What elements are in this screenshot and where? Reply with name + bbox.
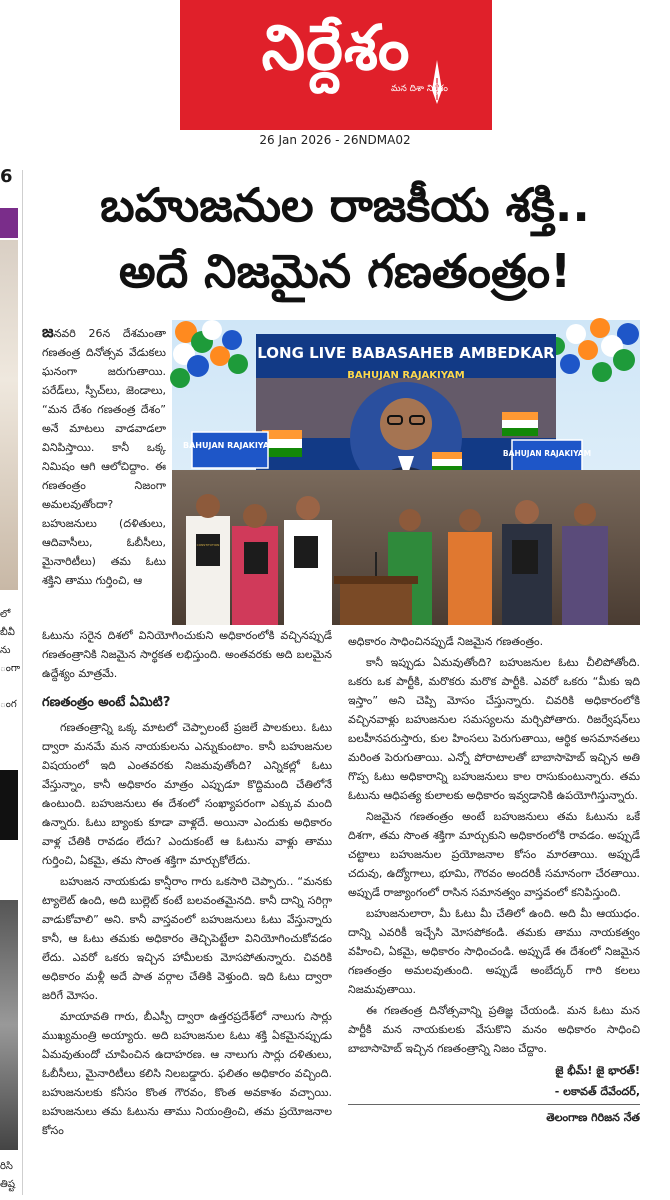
banner-subtitle: BAHUJAN RAJAKIYAM <box>347 370 465 381</box>
author-name: - లకావత్ దేవేందర్, <box>554 1085 640 1098</box>
rally-photo <box>172 320 640 625</box>
strip-fragment: తిష్ట <box>0 1179 15 1190</box>
strip-photo <box>0 240 18 590</box>
article-column-right <box>348 632 640 1128</box>
adjacent-column-strip <box>0 166 21 1200</box>
newspaper-logo: నిర్దేశం <box>261 11 411 84</box>
author-title: తెలంగాణ గిరిజన నేత <box>546 1111 640 1124</box>
slogan: జై భీమ్! జై భారత్! <box>555 1064 640 1077</box>
strip-fragment: ంగా <box>0 663 21 674</box>
paragraph-continuation: అధికారం సాధించినప్పుడే నిజమైన గణతంత్రం. <box>348 635 544 648</box>
placard-left <box>183 432 277 468</box>
strip-dark-block <box>0 770 18 840</box>
masthead-tagline: మన దిశా నిర్దేశం <box>390 84 448 94</box>
strip-fragment: రిసి <box>0 1161 13 1172</box>
intro-continuation: ఓటును సరైన దిశలో వినియోగించుకుని అధికారంలోకి వచ్చినప్పుడే గణతంత్రానికి నిజమైన సార్థకత లభిస్తుంది. అంతవరకు అది బలమైన ఉద్దేశ్యం మాత్రమే. <box>42 629 332 680</box>
headline-line-1: బహుజనుల రాజకీయ శక్తి.. <box>100 178 590 232</box>
strip-fragment: 6 <box>0 166 13 187</box>
book-label: CONSTITUTION <box>196 543 220 547</box>
placard-right <box>503 440 591 474</box>
paragraph: మాయావతి గారు, బీఎస్పీ ద్వారా ఉత్తరప్రదేశ్‌లో నాలుగు సార్లు ముఖ్యమంత్రి అయ్యారు. అది బహుజనుల ఓటు శక్తి ఏకమైనప్పుడు ఏమవుతుందో చూపించిన ఉదాహరణ. ఆ నాలుగు సార్లు దళితులు, ఓబీసీలు, మైనారిటీలు కలిసి నిలబడ్డారు. ఫలితం అధికారం వచ్చింది. బహుజనులకు కనీసం కొంత గౌరవం, కొంత అవకాశం వచ్చాయి. బహుజనులు తమ ఓటును తాము నియంత్రించి, తమ ప్రయోజనాల కోసం <box>42 1010 332 1137</box>
divider <box>348 1104 640 1105</box>
strip-fragment: ను <box>0 645 11 656</box>
headline <box>30 172 660 304</box>
article-column-left <box>42 626 332 1142</box>
banner-title: LONG LIVE BABASAHEB AMBEDKAR <box>257 344 555 362</box>
column-divider <box>22 170 23 1195</box>
placard-right-text: BAHUJAN RAJAKIYAM <box>502 449 592 458</box>
strip-fragment: బీవీ <box>0 627 15 638</box>
paragraph: బహుజనులారా, మీ ఓటు మీ చేతిలో ఉంది. అది మీ ఆయుధం. దాన్ని ఎవరికీ ఇచ్చేసి మోసపోకండి. తమకు తాము నాయకత్వం వహించి, ఏకమై, అధికారం సాధించండి. అప్పుడే ఈ దేశంలో నిజమైన గణతంత్రం అమలవుతుంది. అప్పుడే అంబేద్కర్ గారి కలలు నిజమవుతాయి. <box>348 907 640 996</box>
paragraph: నిజమైన గణతంత్రం అంటే బహుజనులు తమ ఓటును ఒకే దిశగా, తమ సొంత శక్తిగా మార్చుకుని అధికారంలోకి రావడం. అప్పుడే చట్టాలు బహుజనుల ప్రయోజనాల కోసం మారతాయి. అప్పుడే చదువు, ఉద్యోగాలు, భూమి, గౌరవం అందరికీ సమానంగా చేరతాయి. అప్పుడే రాజ్యాంగంలో రాసిన సమానత్వం వాస్తవంలో కనిపిస్తుంది. <box>348 810 640 899</box>
section-heading: గణతంత్రం అంటే ఏమిటి? <box>42 695 171 710</box>
strip-fragment: లో <box>0 609 11 620</box>
fountain-pen-icon <box>430 60 444 104</box>
strip-fragment: ంగ <box>0 699 17 710</box>
paragraph: గణతంత్రాన్ని ఒక్క మాటలో చెప్పాలంటే ప్రజలే పాలకులు. ఓటు ద్వారా మనమే మన నాయకులను ఎన్నుకుంటాం. కానీ బహుజనుల విషయంలో ఇది ఎంతవరకు నిజమవుతోంది? ఎన్నికల్లో ఓటు వేస్తున్నాం, కానీ అధికారం మాత్రం ఎప్పుడూ కొద్దిమంది చేతిలోనే ఉంటుంది. బహుజనులు ఈ దేశంలో సంఖ్యాపరంగా ఎక్కువ మంది ఉన్నారు. ఓటు బ్యాంకు కూడా వాళ్లదే. అయినా ఎందుకు అధికారం వాళ్ల చేతికి రావడం లేదు? ఎందుకంటే ఆ ఓటును వాళ్లు తాము గుర్తించి, ఏకమై, తమ సొంత శక్తిగా మార్చుకోలేదు. <box>42 721 332 867</box>
paragraph: బహుజన నాయకుడు కాన్షీరాం గారు ఒకసారి చెప్పారు.. “మనకు ట్యాలెట్ ఉంది, అది బుల్లెట్ కంటే బలవంతమైనది. కానీ దాన్ని సరిగ్గా వాడుకోవాలి” అని. కానీ వాస్తవంలో బహుజనులు ఓటు వేస్తున్నారు కానీ, ఆ ఓటు తమకు అధికారం తెచ్చిపెట్టేలా వినియోగించుకోవడం లేదు. ఎవరో ఒకరు ఇచ్చిన హామీలకు మోసపోతున్నారు. చివరికి అధికారం మళ్లీ అదే పాత వర్గాల చేతికి వెళ్తుంది. ఇది ఓటు ద్వారా జరిగే మోసం. <box>42 875 332 1002</box>
paragraph: ఈ గణతంత్ర దినోత్సవాన్ని ప్రతిజ్ఞ చేయండి. మన ఓటు మన పార్టీకి మన నాయకులకు వేసుకొని మనం అధికారం సాధించి బాబాసాహెబ్ ఇచ్చిన గణతంత్రాన్ని నిజం చేద్దాం. <box>348 1004 640 1055</box>
dateline: 26 Jan 2026 - 26NDMA02 <box>259 133 411 147</box>
masthead <box>180 0 492 130</box>
strip-bw-photo <box>0 900 18 1150</box>
intro-text: నవరి 26న దేశమంతా గణతంత్ర దినోత్సవ వేడుకలు ఘనంగా జరుగుతాయి. పరేడ్‌లు, స్పీచ్‌లు, జెండాలు, “మన దేశం గణతంత్ర దేశం” అనే మాటలు వాడవాడలా వినిపిస్తాయి. కానీ ఒక్క నిమిషం ఆగి ఆలోచిద్దాం. ఈ గణతంత్రం నిజంగా అమలవుతోందా? బహుజనులు (దళితులు, ఆదివాసీలు, ఓబీసీలు, మైనారిటీలు) తమ ఓటు శక్తిని తాము గుర్తించి, ఆ <box>42 327 166 587</box>
placard-left-text: BAHUJAN RAJAKIYAM <box>182 441 278 450</box>
article-intro <box>42 322 166 592</box>
drop-cap: జ <box>42 322 54 341</box>
paragraph: కానీ ఇప్పుడు ఏమవుతోంది? బహుజనుల ఓటు చీలిపోతోంది. ఒకరు ఒక పార్టీకి, మరొకరు మరొక పార్టీకి. ఎవరో ఒకరు “మీకు ఇది ఇస్తాం” అని చెప్పి మోసం చేస్తున్నారు. చివరికి అధికారంలోకి వచ్చినవాళ్లు బహుజనుల సమస్యలను మర్చిపోతారు. రిజర్వేషన్‌లు బలహీనపరుస్తారు, కుల హింసలు పెరుగుతాయి, ఆర్థిక అసమానతలు మరింత పెరుగుతాయి. ఎన్నో పోరాటాలతో బాబాసాహెబ్ ఇచ్చిన అతి గొప్ప ఓటు అధికారాన్ని బహుజనులు కాల రాసుకుంటున్నారు. తమ ఓటును ఆధిపత్య కులాలకు అధికారం ఇవ్వడానికి ఉపయోగిస్తున్నారు. <box>348 656 640 802</box>
strip-colour-block <box>0 208 18 238</box>
headline-line-2: అదే నిజమైన గణతంత్రం! <box>118 244 572 298</box>
